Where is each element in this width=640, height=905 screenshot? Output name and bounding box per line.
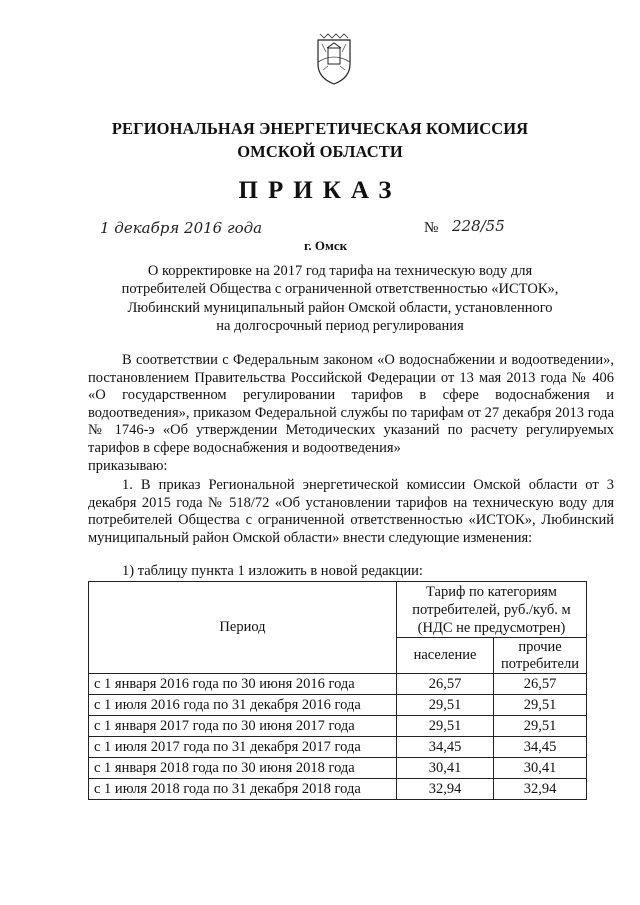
preamble-block xyxy=(88,352,614,475)
column-header-population: население xyxy=(397,638,494,674)
org-name-line1: РЕГИОНАЛЬНАЯ ЭНЕРГЕТИЧЕСКАЯ КОМИССИЯ xyxy=(111,119,529,138)
coat-of-arms-icon xyxy=(314,32,354,86)
period-cell: с 1 января 2016 года по 30 июня 2016 года xyxy=(89,674,397,695)
population-value: 26,57 xyxy=(397,674,494,695)
subject-line: потребителей Общества с ограниченной ответственностью «ИСТОК», xyxy=(121,281,559,298)
handwritten-date: 1 декабря 2016 года xyxy=(100,219,263,237)
column-header-period: Период xyxy=(89,582,397,674)
population-value: 29,51 xyxy=(397,716,494,737)
table-row xyxy=(89,779,587,800)
number-sign: № xyxy=(424,220,439,236)
population-value: 32,94 xyxy=(397,779,494,800)
population-value: 30,41 xyxy=(397,758,494,779)
subject-line: на долгосрочный период регулирования xyxy=(216,317,464,334)
clause-1-paragraph: 1. В приказ Региональной энергетической комиссии Омской области от 3 декабря 2015 года № 518/72 «Об установлении тарифов на техническую воду для потребителей Общества с ограниченной ответственностью «ИСТОК», Любинский муниципальный район Омской области» внести следующие изменения: xyxy=(88,477,614,546)
document-title: ПРИКАЗ xyxy=(238,177,402,204)
population-value: 34,45 xyxy=(397,737,494,758)
table-row xyxy=(89,737,587,758)
column-header-other: прочие потребители xyxy=(494,638,587,674)
column-header-tariff: Тариф по категориям потребителей, руб./куб. м (НДС не предусмотрен) xyxy=(397,582,587,638)
other-value: 29,51 xyxy=(494,695,587,716)
subclause-1: 1) таблицу пункта 1 изложить в новой редакции: xyxy=(122,563,423,579)
table-row xyxy=(89,716,587,737)
order-subject xyxy=(60,262,620,335)
table-row xyxy=(89,695,587,716)
period-cell: с 1 января 2018 года по 30 июня 2018 года xyxy=(89,758,397,779)
other-value: 26,57 xyxy=(494,674,587,695)
subject-line: Любинский муниципальный район Омской области, установленного xyxy=(127,299,553,316)
table-row xyxy=(89,758,587,779)
period-cell: с 1 июля 2017 года по 31 декабря 2017 года xyxy=(89,737,397,758)
period-cell: с 1 июля 2016 года по 31 декабря 2016 года xyxy=(89,695,397,716)
other-value: 32,94 xyxy=(494,779,587,800)
preamble-paragraph: В соответствии с Федеральным законом «О водоснабжении и водоотведении», постановлением Правительства Российской Федерации от 13 мая 2013 года № 406 «О государственном регулировании тарифов в сфере водоснабжения и водоотведения», приказом Федеральной службы по тарифам от 27 декабря 2013 года № 1746-э «Об утверждении Методических указаний по расчету регулируемых тарифов в сфере водоснабжения и водоотведения» xyxy=(88,352,614,456)
city-label: г. Омск xyxy=(304,238,348,253)
other-value: 34,45 xyxy=(494,737,587,758)
other-value: 29,51 xyxy=(494,716,587,737)
org-name-line2: ОМСКОЙ ОБЛАСТИ xyxy=(237,142,403,161)
handwritten-number: 228/55 xyxy=(452,217,505,235)
clause-1-block xyxy=(88,477,614,547)
table-row xyxy=(89,674,587,695)
other-value: 30,41 xyxy=(494,758,587,779)
tariff-table xyxy=(88,581,587,800)
order-word: приказываю: xyxy=(88,457,168,474)
subject-line: О корректировке на 2017 год тарифа на техническую воду для xyxy=(147,263,533,279)
period-cell: с 1 января 2017 года по 30 июня 2017 года xyxy=(89,716,397,737)
period-cell: с 1 июля 2018 года по 31 декабря 2018 года xyxy=(89,779,397,800)
population-value: 29,51 xyxy=(397,695,494,716)
